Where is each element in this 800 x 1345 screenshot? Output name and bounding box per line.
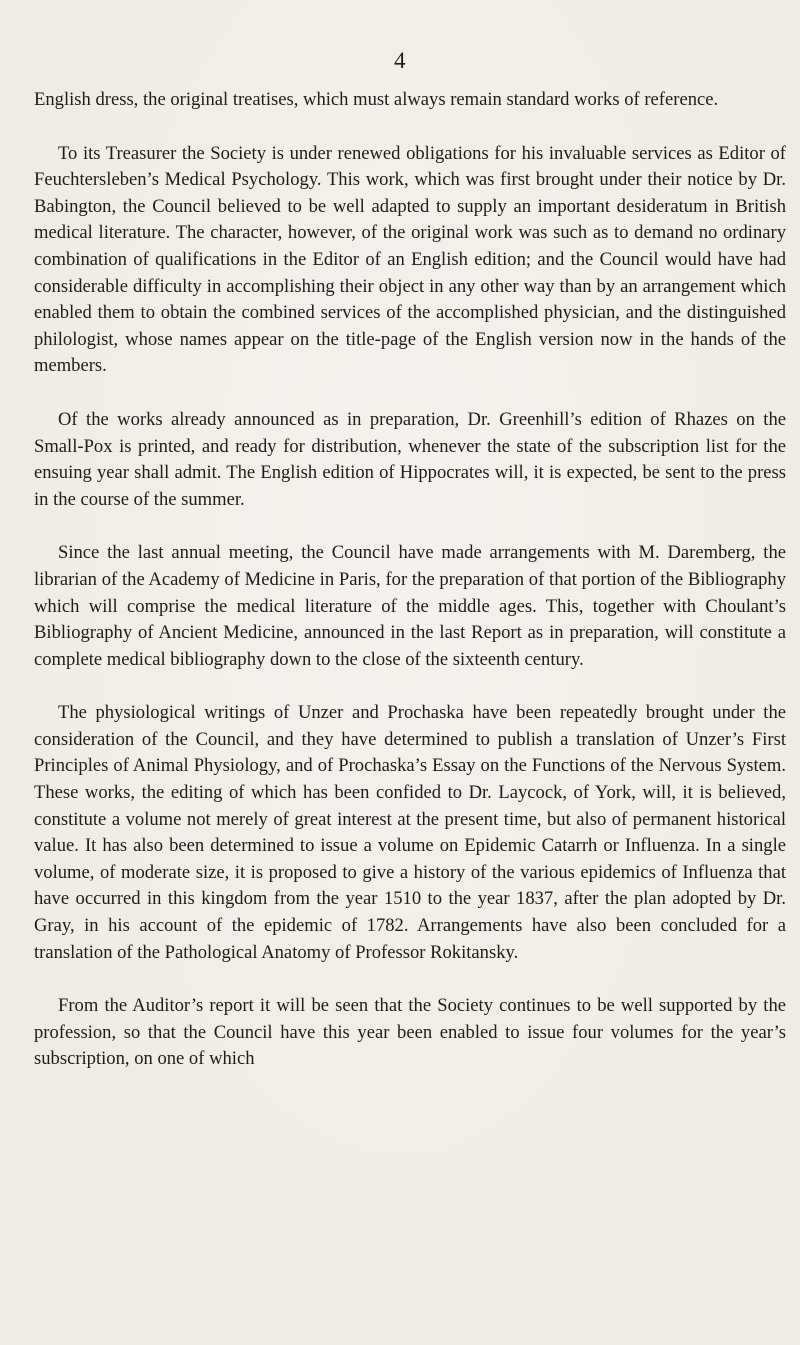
paragraph-2: To its Treasurer the Society is under renewed obligations for his invaluable services as Editor of Feuchtersleben’s Medical Psychology. This work, which was first brought under their notice by Dr. Babington, the Council believed to be well adapted to supply an important desideratum in British medical literature. The character, however, of the original work was such as to demand no ordinary combination of qualifications in the Editor of an English edition; and the Council would have had considerable difficulty in accomplishing their object in any other way than by an arrangement which enabled them to obtain the combined services of the accomplished physician, and the distinguished philologist, whose names appear on the title-page of the English version now in the hands of the members. (34, 142, 786, 377)
body-text (34, 87, 786, 1073)
paragraph-4: Since the last annual meeting, the Council have made arrangements with M. Daremberg, the librarian of the Academy of Medicine in Paris, for the preparation of that portion of the Bibliography which will comprise the medical literature of the middle ages. This, together with Choulant’s Bibliography of Ancient Medicine, announced in the last Report as in preparation, will constitute a complete medical bibliography down to the close of the sixteenth century. (34, 542, 786, 670)
paragraph-1: English dress, the original treatises, which must always remain standard works of reference. (34, 89, 719, 110)
paragraph-3: Of the works already announced as in preparation, Dr. Greenhill’s edition of Rhazes on the Small-Pox is printed, and ready for distribution, whenever the state of the subscription list for the ensuing year shall admit. The English edition of Hippocrates will, it is expected, be sent to the press in the course of the summer. (34, 408, 786, 510)
paragraph-5: The physiological writings of Unzer and Prochaska have been repeatedly brought under the consideration of the Council, and they have determined to publish a translation of Unzer’s First Principles of Animal Physiology, and of Prochaska’s Essay on the Functions of the Nervous System. These works, the editing of which has been confided to Dr. Laycock, of York, will, it is believed, constitute a volume not merely of great interest at the present time, but also of permanent historical value. It has also been determined to issue a volume on Epidemic Catarrh or Influenza. In a single volume, of moderate size, it is proposed to give a history of the various epidemics of Influenza that have occurred in this kingdom from the year 1510 to the year 1837, after the plan adopted by Dr. Gray, in his account of the epidemic of 1782. Arrangements have also been concluded for a translation of the Pathological Anatomy of Professor Rokitansky. (34, 702, 786, 963)
page-number: 4 (394, 48, 406, 73)
paragraph-6: From the Auditor’s report it will be seen that the Society continues to be well supported by the profession, so that the Council have this year been enabled to issue four volumes for the year’s subscription, on one of which (34, 995, 786, 1070)
